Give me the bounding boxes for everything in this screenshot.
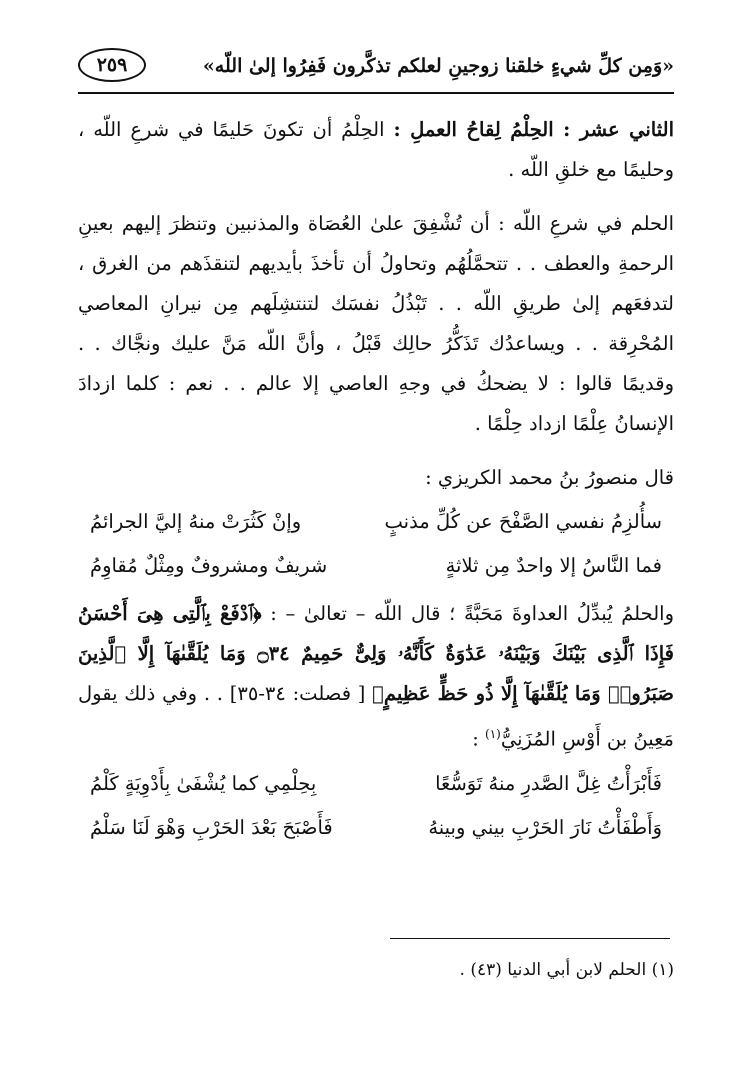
running-title: «وَمِن كلِّ شيءٍ خلقنا زوجينِ لعلكم تذكَّرون فَفِرُوا إلىٰ اللّه» [202,55,674,77]
page-number: ٢٥٩ [78,48,146,82]
paragraph-4-end: : [472,727,485,751]
verse-first-half: فَأَبْرَأْتُ غِلَّ الصَّدرِ منهُ تَوَسُّعًا [435,771,662,795]
paragraph-4-citation: [ فصلت: ٣٤-٣٥] . . وفي ذلك يقول مَعِينُ بن أَوْسِ المُزَنِيُّ [78,682,674,751]
verse-second-half: شريفٌ ومشروفٌ ومِثْلٌ مُقاوِمُ [90,554,328,577]
paragraph-3: قال منصورُ بنُ محمد الكريزي : [425,466,674,489]
poem-1 [78,502,674,586]
poem-2-verse-2 [78,808,674,848]
poem-1-verse-2 [78,546,674,586]
section-heading: الثاني عشر : الحِلْمُ لِقاحُ العملِ : [393,118,674,141]
footnote: (١) الحلم لابن أبي الدنيا (٤٣) . [459,960,674,980]
poem-2 [78,764,674,848]
footnote-marker: (١) [485,727,501,741]
poem-1-verse-1 [78,502,674,542]
verse-first-half: سأُلزِمُ نفسي الصَّفْحَ عن كُلِّ مذنبٍ [384,510,662,533]
paragraph-2: الحلم في شرعِ اللّه : أن تُشْفِقَ علىٰ العُصَاة والمذنبين وتنظرَ إليهم بعينِ الرحمةِ والعطف . . تتحمَّلُهُم وتحاولُ أن تأخذَ بأيديهم لتنقذَهم من الغرق ، لتدفعَهم إلىٰ طريقِ اللّه . . تَبْذُلُ نفسَك لتنتشِلَهم مِن نيرانِ المعاصي المُحْرِقة . . ويساعدُك تَذَكُّرُ حالِك قَبْلُ ، وأنَّ اللّه مَنَّ عليك ونجَّاك . . وقديمًا قالوا : لا يضحكُ في وجهِ العاصي إلا عالم . . نعم : كلما ازدادَ الإنسانُ عِلْمًا ازداد حِلْمًا . [78,212,674,435]
paragraph-4 [78,594,674,760]
verse-second-half: فَأَصْبَحَ بَعْدَ الحَرْبِ وَهْوَ لَنَا سَلْمُ [90,815,333,839]
paragraph-4-intro: والحلمُ يُبدِّلُ العداوةَ مَحَبَّةً ؛ قال اللّه – تعالىٰ – : [261,602,674,625]
verse-second-half: بِحِلْمِي كما يُشْفَىٰ بِأَدْوِيَةٍ كَلْمُ [90,771,317,795]
paragraph-1 [78,110,674,190]
quran-verse: ﴿ٱدْفَعْ بِٱلَّتِى هِىَ أَحْسَنُ فَإِذَا ٱلَّذِى بَيْنَكَ وَبَيْنَهُۥ عَدَٰوَةٌ كَأَنَّهُۥ وَلِىٌّ حَمِيمٌ ۝٣٤ وَمَا يُلَقَّىٰهَآ إِلَّا ٱلَّذِينَ صَبَرُوا۟ وَمَا يُلَقَّىٰهَآ إِلَّا ذُو حَظٍّ عَظِيمٍ﴾ [78,602,674,705]
footnote-separator [390,938,670,939]
paragraph-1-text: الحِلْمُ أن تكونَ حَليمًا في شرعِ اللّه ، وحليمًا مع خلقِ اللّه . [78,118,674,181]
verse-first-half: فما النَّاسُ إلا واحدٌ مِن ثلاثةٍ [445,554,662,577]
page-body [78,110,674,852]
verse-first-half: وَأَطْفَأْتُ نَارَ الحَرْبِ بيني وبينهُ [428,815,662,839]
verse-second-half: وإنْ كَثُرَتْ منهُ إليَّ الجرائمُ [90,510,302,533]
poem-2-verse-1 [78,764,674,804]
page-header [78,44,674,94]
